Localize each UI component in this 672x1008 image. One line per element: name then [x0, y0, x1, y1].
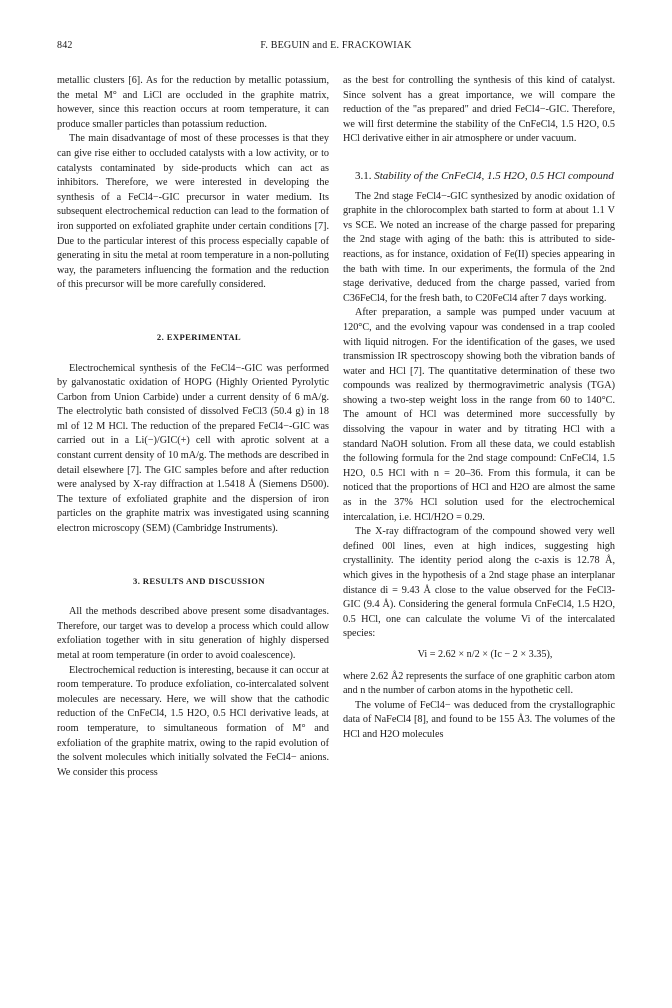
- subsection-title: Stability of the CnFeCl4, 1.5 H2O, 0.5 HCl compound: [374, 169, 614, 182]
- right-column: [343, 74, 615, 743]
- page-number: 842: [57, 40, 73, 51]
- subsection-number: 3.1.: [355, 169, 372, 182]
- equation: Vi = 2.62 × n/2 × (Ic − 2 × 3.35),: [417, 648, 553, 660]
- paragraph: The main disadvantage of most of these processes is that they can give rise either to occluded catalysts with a low activity, or to catalysts contaminated by side-products which can act as inhibitors. Therefore, we were interested in developing the synthesis of a FeCl4−-GIC precursor in water medium. Its subsequent electrochemical reduction can lead to the formation of iron supported on exfoliated graphite under certain conditions [7]. Due to the particular interest of this process especially capable of generating in situ the metal at room temperature in a non-polluting way, the parameters influencing the formation and the reduction of this precursor will be more carefully considered.: [57, 133, 329, 291]
- paragraph: as the best for controlling the synthesis of this kind of catalyst. Since solvent has a great importance, we will compare the reduction of the "as prepared" and dried FeCl4−-GIC. Therefore, we will first determine the stability of the CnFeCl4, 1.5 H2O, 0.5 HCl derivative either in air atmosphere or under vacuum.: [343, 75, 615, 145]
- paragraph: After preparation, a sample was pumped under vacuum at 120°C, and the evolving vapour was condensed in a trap cooled with liquid nitrogen. For the identification of the gases, we used transmission IR spectroscopy showing both the vibration bands of water and HCl [7]. The quantitative determination of these two compounds was realized by thermogravimetric analysis (TGA) showing a two-step weight loss in the range from 60 to 140°C. The amount of HCl was determined more successfully by dissolving the vapour in water and by titrating HCl with a standard NaOH solution. From all these data, we could establish the following formula for the 2nd stage compound: CnFeCl4, 1.5 H2O, 0.5 HCl with n = 20–36. From this formula, it can be noticed that the proportions of HCl and H2O are almost the same as in the 37% HCl solution used for the electrochemical intercalation, i.e. HCl/H2O = 0.29.: [343, 307, 615, 523]
- left-column: [57, 74, 329, 780]
- paragraph: The X-ray diffractogram of the compound showed very well defined 00l lines, even at high indices, suggesting high crystallinity. The identity period along the c-axis is 12.78 Å, which gives in the hypothesis of a 2nd stage phase an interplanar distance di = 9.43 Å close to the value observed for the FeCl3-GIC (9.4 Å). Considering the general formula CnFeCl4, 1.5 H2O, 0.5 HCl, one can calculate the volume Vi of the intercalated species:: [343, 526, 615, 640]
- running-authors: F. BEGUIN and E. FRACKOWIAK: [260, 40, 412, 51]
- paragraph: All the methods described above present some disadvantages. Therefore, our target was to develop a process which could allow exfoliation together with in situ generation of highly dispersed metal at room temperature (in order to avoid coalescence).: [57, 606, 329, 661]
- section-heading-experimental: 2. EXPERIMENTAL: [156, 331, 242, 342]
- paragraph: metallic clusters [6]. As for the reduction by metallic potassium, the metal M° and LiCl are occluded in the graphite matrix, however, since this reaction occurs at room temperature, it can produce smaller particles than potassium reduction.: [57, 75, 329, 130]
- paragraph: where 2.62 Å2 represents the surface of one graphitic carbon atom and n the number of carbon atoms in the hypothetic cell.: [343, 670, 615, 697]
- paragraph: The volume of FeCl4− was deduced from the crystallographic data of NaFeCl4 [8], and found to be 155 Å3. The volumes of the HCl and H2O molecules: [343, 699, 615, 740]
- section-heading-results: 3. RESULTS AND DISCUSSION: [133, 575, 265, 586]
- paragraph: The 2nd stage FeCl4−-GIC synthesized by anodic oxidation of graphite in the chlorocomplex bath started to form at about 1.1 V vs SCE. We noted an increase of the charge passed for preparing the 2nd stage with aging of the bath: this is attributed to side-reactions, as for instance, oxidation of Fe(II) species appearing in the bath with time. In our experiments, the formula of the 2nd stage derivative, deduced from the charge passed, varied from C36FeCl4, for the fresh bath, to C20FeCl4 after 7 days working.: [343, 190, 615, 304]
- running-header: [57, 40, 615, 56]
- paragraph: Electrochemical reduction is interesting, because it can occur at room temperature. To produce exfoliation, co-intercalated solvent molecules are necessary. Here, we will show that the cathodic reduction of the CnFeCl4, 1.5 H2O, 0.5 HCl derivative leads, at room temperature, to simultaneous formation of M° and exfoliation of the graphite matrix, owing to the rapid evolution of the solvent molecules which initially solvated the FeCl4− anions. We consider this process: [57, 664, 329, 778]
- subsection-heading: [343, 169, 615, 184]
- paragraph: Electrochemical synthesis of the FeCl4−-GIC was performed by galvanostatic oxidation of HOPG (Highly Oriented Pyrolytic Carbon from Union Carbide) under a current density of 6 mA/g. The electrolytic bath consisted of dissolved FeCl3 (50.4 g) in 18 ml of 12 M HCl. The reduction of the prepared FeCl4−-GIC was carried out in a Li(−)/GIC(+) cell with aprotic solvent at a constant current density of 10 mA/g. The methods are described in detail elsewhere [7]. The GIC samples before and after reduction were analysed by X-ray diffraction at 1.5418 Å (Siemens D500). The texture of exfoliated graphite and the dispersion of iron particles on the graphite matrix was investigated using scanning electron microscopy (SEM) (Cambridge Instruments).: [57, 362, 329, 535]
